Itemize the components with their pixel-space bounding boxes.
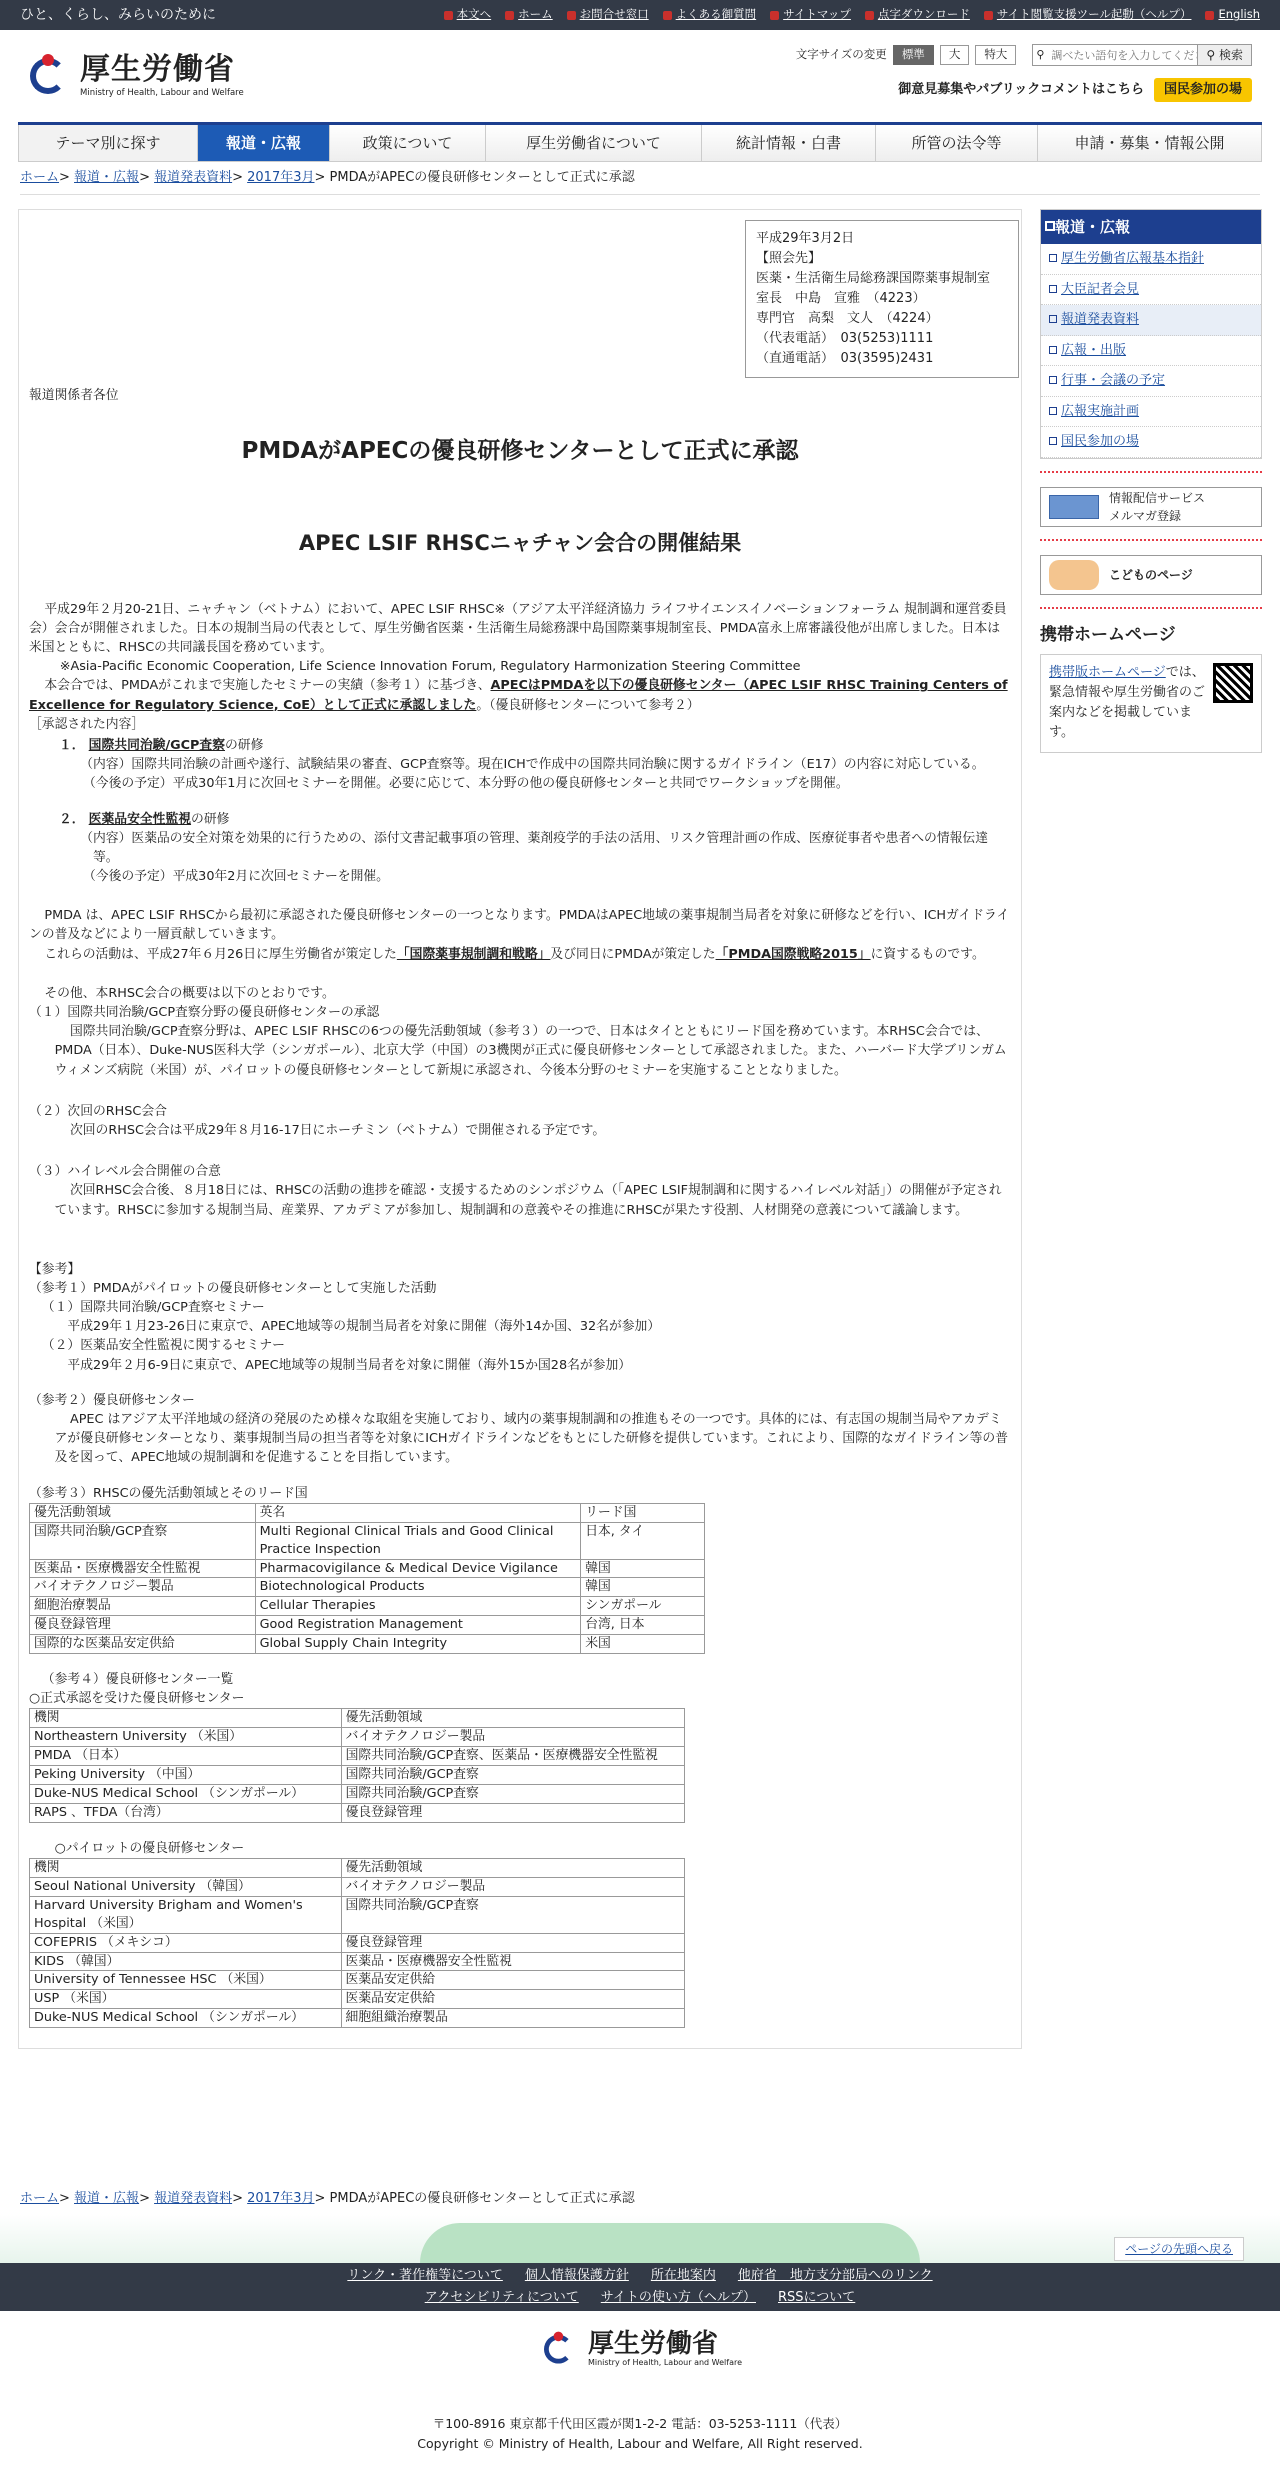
top-link-sitemap[interactable]: サイトマップ: [770, 6, 851, 23]
nav-stats[interactable]: 統計情報・白書: [702, 125, 876, 161]
search-icon: ⚲: [1036, 47, 1045, 61]
sidebar-item[interactable]: 大臣記者会見: [1041, 275, 1261, 306]
table-cell: 細胞組織治療製品: [341, 2009, 684, 2028]
top-link-home[interactable]: ホーム: [505, 6, 553, 23]
home-icon: [505, 11, 514, 20]
table-cell: バイオテクノロジー製品: [30, 1578, 256, 1597]
table-row: [30, 1766, 685, 1785]
sidebar-item[interactable]: 国民参加の場: [1041, 427, 1261, 458]
mail-icon: [567, 11, 576, 20]
question-icon: [663, 11, 672, 20]
table-cell: KIDS （韓国）: [30, 1952, 342, 1971]
table-cell: Pharmacovigilance & Medical Device Vigilance: [255, 1559, 581, 1578]
table-header-cell: 優先活動領域: [341, 1859, 684, 1878]
mobile-section: [1040, 623, 1262, 753]
section-text: 国際共同治験/GCP査察分野は、APEC LSIF RHSCの6つの優先活動領域（参考３）の一つで、日本はタイとともにリード国を務めています。本RHSC会合では、PMDA（日本）、Duke-NUS医科大学（シンガポール）、北京大学（中国）の3機関が正式に優良研修センターとして承認されました。また、ハーバード大学ブリンガムウィメンズ病院（米国）が、パイロットの優良研修センターとして新規に承認され、今後本分野のセミナーを実施することとなりました。: [54, 1024, 1007, 1078]
table-cell: 国際共同治験/GCP査察、医薬品・医療機器安全性監視: [341, 1747, 684, 1766]
breadcrumb-releases[interactable]: 報道発表資料: [154, 2191, 233, 2207]
footer-link[interactable]: 個人情報保護方針: [524, 2268, 629, 2284]
footer-link[interactable]: 所在地案内: [650, 2268, 716, 2284]
table-cell: USP （米国）: [30, 1990, 342, 2009]
table-cell: シンガポール: [581, 1597, 705, 1616]
table-cell: 国際共同治験/GCP査察: [341, 1896, 684, 1933]
sidebar-item[interactable]: 行事・会議の予定: [1041, 366, 1261, 397]
top-link-contact[interactable]: お問合せ窓口: [567, 6, 649, 23]
sidebar-heading: 報道・広報: [1041, 210, 1261, 245]
sidebar-item[interactable]: 広報・出版: [1041, 336, 1261, 367]
table-cell: RAPS 、TFDA（台湾）: [30, 1803, 342, 1822]
footer-illustration: [0, 2215, 1280, 2263]
table-row: [30, 1503, 705, 1522]
mobile-text: では、緊急情報や厚生労働省のご案内などを掲載しています。: [1049, 665, 1206, 741]
logo-text-jp: 厚生労働省: [80, 51, 235, 87]
header: [0, 30, 1280, 122]
item-1-content: （内容）国際共同治験の計画や遂行、試験結果の審査、GCP査察等。現在ICHで作成中の国際共同治験に関するガイドライン（E17）の内容に対応している。: [80, 757, 985, 773]
footer-link[interactable]: 他府省 地方支分部局へのリンク: [737, 2268, 933, 2284]
ref-heading: （参考４）優良研修センター一覧: [41, 1672, 234, 1688]
table-row: [30, 1578, 705, 1597]
table-row: [30, 1952, 685, 1971]
page-subtitle: APEC LSIF RHSCニャチャン会合の開催結果: [298, 531, 742, 556]
ref-item: （１）国際共同治験/GCP査察セミナー: [41, 1300, 265, 1316]
logo-text-en: Ministry of Health, Labour and Welfare: [80, 87, 244, 98]
assist-icon: [984, 11, 993, 20]
tagline: ひと、くらし、みらいのために: [20, 6, 216, 23]
nav-apply[interactable]: 申請・募集・情報公開: [1038, 125, 1262, 161]
envelope-icon: [1049, 495, 1099, 519]
kids-icon: [1049, 560, 1099, 590]
table-cell: バイオテクノロジー製品: [341, 1877, 684, 1896]
inquiry-officer: 専門官 高梨 文人 （4224）: [756, 311, 939, 327]
table-cell: Duke-NUS Medical School （シンガポール）: [30, 2009, 342, 2028]
table-cell: COFEPRIS （メキシコ）: [30, 1933, 342, 1952]
table-cell: 優良登録管理: [341, 1933, 684, 1952]
ref-item: 平成29年２月6-9日に東京で、APEC地域等の規制当局者を対象に開催（海外15か国28名が参加）: [67, 1357, 632, 1373]
mail-magazine-banner[interactable]: 情報配信サービス メルマガ登録: [1040, 487, 1262, 527]
table-cell: 優良登録管理: [341, 1803, 684, 1822]
footer-logo: 厚生労働省 Ministry of Health, Labour and Welfare: [0, 2325, 1280, 2375]
nav-about[interactable]: 厚生労働省について: [486, 125, 702, 161]
table-cell: Multi Regional Clinical Trials and Good Clinical Practice Inspection: [255, 1522, 581, 1559]
strategy-link-1[interactable]: 「国際薬事規制調和戦略」: [396, 946, 551, 962]
table-row: [30, 1803, 685, 1822]
table-row: [30, 1971, 685, 1990]
approval-emphasis: APECはPMDAを以下の優良研修センター（APEC LSIF RHSC Training Centers of Excellence for Regulatory Science, CoE）として正式に承認しました: [29, 678, 1008, 713]
section-text: 次回RHSC会合後、８月18日には、RHSCの活動の進捗を確認・支援するためのシンポジウム（「APEC LSIF規制調和に関するハイレベル対話」）の開催が予定されています。RHSCに参加する規制当局、産業界、アカデミアが参加し、規制調和の意義やその推進にRHSCが果たす役割、人材開発の意義について議論します。: [54, 1183, 1002, 1218]
font-size-normal-button[interactable]: 標準: [893, 45, 934, 64]
sidebar: [1040, 209, 1262, 2050]
table-header-cell: リード国: [581, 1503, 705, 1522]
breadcrumb-press[interactable]: 報道・広報: [74, 2191, 140, 2207]
breadcrumb-home[interactable]: ホーム: [20, 170, 60, 185]
inquiry-box: [745, 220, 1019, 379]
paragraph: これらの活動は、平成27年６月26日に厚生労働省が策定した「国際薬事規制調和戦略」及び同日にPMDAが策定した「PMDA国際戦略2015」に資するものです。: [44, 946, 985, 962]
braille-icon: [865, 11, 874, 20]
nav-theme[interactable]: テーマ別に探す: [18, 125, 198, 161]
table-cell: 医薬品安定供給: [341, 1971, 684, 1990]
table-cell: 韓国: [581, 1578, 705, 1597]
table-cell: 韓国: [581, 1559, 705, 1578]
addressee: 報道関係者各位: [29, 388, 119, 404]
footer-link[interactable]: サイトの使い方（ヘルプ）: [600, 2289, 756, 2305]
kids-page-banner[interactable]: こどものページ: [1040, 555, 1262, 595]
inquiry-heading: 【照会先】: [756, 250, 822, 266]
table-row: [30, 1785, 685, 1804]
release-date: 平成29年3月2日: [756, 230, 855, 246]
table-cell: 国際共同治験/GCP査察: [30, 1522, 256, 1559]
globe-icon: [1205, 11, 1214, 20]
mobile-link[interactable]: 携帯版ホームページ: [1049, 665, 1166, 680]
item-1-plan: （今後の予定）平成30年1月に次回セミナーを開催。必要に応じて、本分野の他の優良研修センターと共同でワークショップを開催。: [83, 776, 849, 792]
sitemap-icon: [770, 11, 779, 20]
inquiry-main-phone: （代表電話） 03(5253)1111: [756, 331, 934, 347]
section-heading: （１）国際共同治験/GCP査察分野の優良研修センターの承認: [29, 1005, 380, 1021]
search-input[interactable]: [1047, 45, 1197, 65]
table-row: [30, 1616, 705, 1635]
footer-link[interactable]: リンク・著作権等について: [347, 2268, 503, 2284]
pilot-coe-table: [29, 1858, 685, 2028]
breadcrumb-releases[interactable]: 報道発表資料: [154, 170, 233, 185]
nav-press[interactable]: 報道・広報: [198, 125, 330, 161]
ref-text: APEC はアジア太平洋地域の経済の発展のため様々な取組を実施しており、域内の薬事規制調和の推進もその一つです。具体的には、有志国の規制当局やアカデミアが優良研修センターとなり、薬事規制当局の担当者等を対象にICHガイドラインなどをもとにした研修を提供しています。これにより、国際的なガイドライン等の普及を図って、APEC地域の規制調和を促進することを目指しています。: [54, 1412, 1009, 1466]
top-link-english[interactable]: English: [1205, 6, 1260, 23]
table-row: [30, 1522, 705, 1559]
table-row: [30, 1635, 705, 1654]
table-row: [30, 1859, 685, 1878]
font-size-xlarge-button[interactable]: 特大: [975, 45, 1016, 64]
divider: [1040, 539, 1262, 547]
site-logo[interactable]: [28, 52, 244, 102]
top-link-braille[interactable]: 点字ダウンロード: [865, 6, 970, 23]
table-row: [30, 2009, 685, 2028]
section-text: 次回のRHSC会合は平成29年８月16-17日にホーチミン（ベトナム）で開催される予定です。: [69, 1122, 606, 1138]
back-to-top-link[interactable]: ページの先頭へ戻る: [1114, 2237, 1244, 2261]
table-header-cell: 機関: [30, 1709, 342, 1728]
nav-laws[interactable]: 所管の法令等: [876, 125, 1038, 161]
strategy-link-2[interactable]: 「PMDA国際戦略2015」: [715, 946, 871, 962]
paragraph: 平成29年２月20-21日、ニャチャン（ベトナム）において、APEC LSIF RHSC※（アジア太平洋経済協力 ライフサイエンスイノベーションフォーラム 規制調和運営委員会）会合が開催されました。日本の規制当局の代表として、厚生労働省医薬・生活衛生局総務課中島国際薬事規制室長、PMDA富永上席審議役他が出席しました。日本は米国とともに、RHSCの共同議長国を務めています。: [29, 601, 1007, 656]
item-2: ２． 医薬品安全性監視の研修: [59, 811, 230, 827]
mhlw-logo-icon: [28, 52, 72, 102]
footer-link[interactable]: RSSについて: [778, 2289, 856, 2305]
note: ※Asia-Pacific Economic Cooperation, Life Science Innovation Forum, Regulatory Harmonization Steering Committee: [59, 659, 801, 675]
table-row: [30, 1709, 685, 1728]
table-cell: 医薬品安定供給: [341, 1990, 684, 2009]
copyright: Copyright © Ministry of Health, Labour and Welfare, All Right reserved.: [417, 2436, 863, 2452]
table-cell: 優良登録管理: [30, 1616, 256, 1635]
table-row: [30, 1896, 685, 1933]
item-2-plan: （今後の予定）平成30年2月に次回セミナーを開催。: [83, 869, 389, 885]
table-cell: 台湾, 日本: [581, 1616, 705, 1635]
table-row: [30, 1933, 685, 1952]
table-cell: Harvard University Brigham and Women's Hospital （米国）: [30, 1896, 342, 1933]
table-cell: Cellular Therapies: [255, 1597, 581, 1616]
table-row: [30, 1877, 685, 1896]
breadcrumb-month[interactable]: 2017年3月: [247, 2191, 315, 2207]
section-heading: （３）ハイレベル会合開催の合意: [29, 1164, 221, 1180]
ref-heading: （参考３）RHSCの優先活動領域とそのリード国: [29, 1485, 308, 1501]
table-cell: Global Supply Chain Integrity: [255, 1635, 581, 1654]
divider: [1040, 607, 1262, 615]
sidebar-item[interactable]: 広報実施計画: [1041, 397, 1261, 428]
sidebar-menu: [1040, 209, 1262, 459]
ref-item: 平成29年１月23-26日に東京で、APEC地域等の規制当局者を対象に開催（海外14か国、32名が参加）: [67, 1319, 661, 1335]
breadcrumb-current: PMDAがAPECの優良研修センターとして正式に承認: [329, 170, 635, 185]
table-row: [30, 1747, 685, 1766]
table-row: [30, 1728, 685, 1747]
ref-subheading: ○パイロットの優良研修センター: [54, 1840, 245, 1856]
kokumin-button[interactable]: 国民参加の場: [1154, 78, 1252, 102]
breadcrumb-current: PMDAがAPECの優良研修センターとして正式に承認: [329, 2191, 635, 2207]
arrow-icon: [444, 11, 453, 20]
ref-heading: （参考１）PMDAがパイロットの優良研修センターとして実施した活動: [29, 1280, 437, 1296]
opinion-link[interactable]: 御意見募集やパブリックコメントはこちら: [898, 82, 1144, 97]
paragraph: その他、本RHSC会合の概要は以下のとおりです。: [44, 985, 335, 1001]
font-size-label: 文字サイズの変更: [795, 47, 887, 62]
section-heading: （２）次回のRHSC会合: [29, 1103, 167, 1119]
table-header-cell: 優先活動領域: [30, 1503, 256, 1522]
table-cell: 国際的な医薬品安定供給: [30, 1635, 256, 1654]
ref-subheading: ○正式承認を受けた優良研修センター: [29, 1691, 245, 1707]
breadcrumb: ホーム> 報道・広報> 報道発表資料> 2017年3月> PMDAがAPECの優良研修センターとして正式に承認: [20, 162, 1260, 195]
official-coe-table: [29, 1708, 685, 1822]
table-cell: PMDA （日本）: [30, 1747, 342, 1766]
table-header-cell: 英名: [255, 1503, 581, 1522]
table-cell: Duke-NUS Medical School （シンガポール）: [30, 1785, 342, 1804]
inquiry-chief: 室長 中島 宣雅 （4223）: [756, 290, 926, 306]
breadcrumb-month[interactable]: 2017年3月: [247, 170, 315, 185]
table-header-cell: 優先活動領域: [341, 1709, 684, 1728]
mhlw-logo-icon: [542, 2330, 577, 2370]
top-link-honbun[interactable]: 本文へ: [444, 6, 492, 23]
breadcrumb-home[interactable]: ホーム: [20, 2191, 60, 2207]
ref-heading: （参考２）優良研修センター: [29, 1392, 195, 1408]
table-cell: Peking University （中国）: [30, 1766, 342, 1785]
font-size-large-button[interactable]: 大: [940, 45, 970, 64]
top-link-faq[interactable]: よくある御質問: [663, 6, 757, 23]
table-cell: 米国: [581, 1635, 705, 1654]
table-cell: Northeastern University （米国）: [30, 1728, 342, 1747]
table-header-cell: 機関: [30, 1859, 342, 1878]
paragraph: 本会合では、PMDAがこれまで実施したセミナーの実績（参考１）に基づき、APECはPMDAを以下の優良研修センター（APEC LSIF RHSC Training Centers of Excellence for Regulatory Science, CoE）として正式に承認しました。（優良研修センターについて参考２）: [29, 678, 1008, 713]
footer-nav: [0, 2263, 1280, 2311]
global-nav: [18, 122, 1262, 162]
sidebar-item[interactable]: 報道発表資料: [1041, 305, 1261, 336]
sidebar-item[interactable]: 厚生労働省広報基本指針: [1041, 244, 1261, 275]
table-cell: Good Registration Management: [255, 1616, 581, 1635]
table-cell: バイオテクノロジー製品: [341, 1728, 684, 1747]
ref-item: （２）医薬品安全性監視に関するセミナー: [41, 1338, 285, 1354]
footer-address: 〒100-8916 東京都千代田区霞が関1-2-2 電話：03-5253-1111（代表）: [432, 2415, 848, 2431]
search-button[interactable]: ⚲ 検索: [1197, 45, 1251, 65]
qr-code-icon: [1213, 663, 1253, 703]
table-cell: 医薬品・医療機器安全性監視: [341, 1952, 684, 1971]
inquiry-direct-phone: （直通電話） 03(3595)2431: [756, 351, 934, 367]
search-icon: ⚲: [1206, 48, 1219, 62]
mobile-heading: 携帯ホームページ: [1040, 624, 1176, 645]
item-1: １． 国際共同治験/GCP査察の研修: [59, 737, 264, 753]
table-cell: 細胞治療製品: [30, 1597, 256, 1616]
nav-policy[interactable]: 政策について: [330, 125, 486, 161]
reference-heading: 【参考】: [29, 1261, 81, 1277]
table-cell: 日本, タイ: [581, 1522, 705, 1559]
divider: [1040, 471, 1262, 479]
lead-country-table: [29, 1503, 705, 1654]
table-cell: 国際共同治験/GCP査察: [341, 1785, 684, 1804]
table-cell: 国際共同治験/GCP査察: [341, 1766, 684, 1785]
top-bar: [0, 0, 1280, 30]
table-cell: Seoul National University （韓国）: [30, 1877, 342, 1896]
approved-heading: ［承認された内容］: [29, 716, 145, 732]
inquiry-dept: 医薬・生活衛生局総務課国際薬事規制室: [756, 270, 991, 286]
footer-breadcrumb: ホーム> 報道・広報> 報道発表資料> 2017年3月> PMDAがAPECの優良研修センターとして正式に承認: [20, 2191, 635, 2207]
paragraph: PMDA は、APEC LSIF RHSCから最初に承認された優良研修センターの一つとなります。PMDAはAPEC地域の薬事規制当局者を対象に研修などを行い、ICHガイドラインの普及などにより一層貢献していきます。: [29, 908, 1010, 943]
item-2-content: （内容）医薬品の安全対策を効果的に行うための、添付文書記載事項の管理、薬剤疫学的手法の活用、リスク管理計画の作成、医療従事者や患者への情報伝達等。: [80, 830, 989, 865]
table-cell: Biotechnological Products: [255, 1578, 581, 1597]
search-box: [1032, 44, 1252, 66]
footer-link[interactable]: アクセシビリティについて: [424, 2289, 579, 2305]
table-cell: University of Tennessee HSC （米国）: [30, 1971, 342, 1990]
table-cell: 医薬品・医療機器安全性監視: [30, 1559, 256, 1578]
main-content: [18, 209, 1022, 2050]
top-links: [444, 6, 1260, 23]
top-link-assist[interactable]: サイト閲覧支援ツール起動（ヘルプ）: [984, 6, 1192, 23]
breadcrumb-press[interactable]: 報道・広報: [74, 170, 140, 185]
page-title: PMDAがAPECの優良研修センターとして正式に承認: [241, 437, 799, 464]
table-row: [30, 1559, 705, 1578]
table-row: [30, 1597, 705, 1616]
table-row: [30, 1990, 685, 2009]
